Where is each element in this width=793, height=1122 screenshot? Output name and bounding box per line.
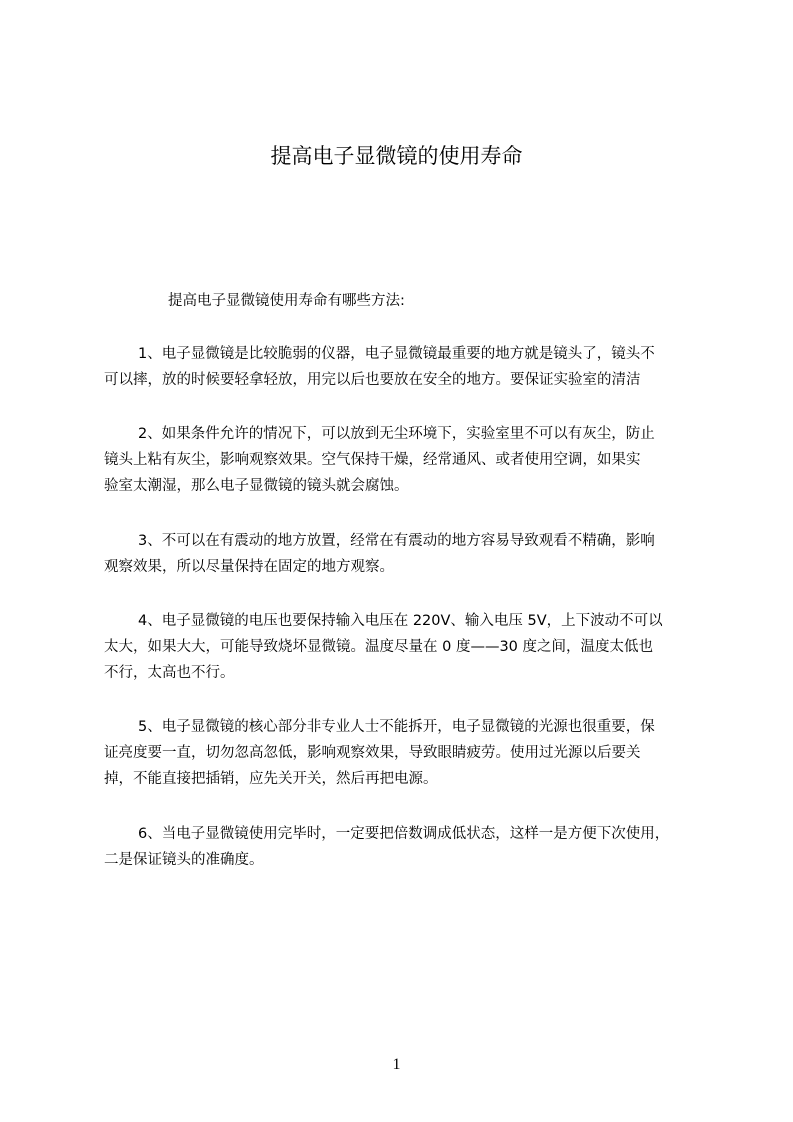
paragraph-line: 不行，太高也不行。 bbox=[104, 665, 235, 681]
paragraph-line: 4、电子显微镜的电压也要保持输入电压在 220V、输入电压 5V，上下波动不可以 bbox=[138, 613, 663, 629]
paragraph-line: 可以摔，放的时候要轻拿轻放，用完以后也要放在安全的地方。要保证实验室的清洁 bbox=[104, 372, 641, 388]
paragraph-line: 2、如果条件允许的情况下，可以放到无尘环境下，实验室里不可以有灰尘，防止 bbox=[138, 426, 655, 442]
document-title: 提高电子显微镜的使用寿命 bbox=[270, 144, 523, 168]
paragraph-line: 证亮度要一直，切勿忽高忽低，影响观察效果，导致眼睛疲劳。使用过光源以后要关 bbox=[104, 745, 641, 761]
paragraph-3 bbox=[104, 528, 713, 580]
paragraph-line: 二是保证镜头的准确度。 bbox=[104, 852, 264, 868]
page-number: 1 bbox=[392, 1056, 401, 1073]
paragraph-1 bbox=[104, 341, 713, 393]
paragraph-line: 观察效果，所以尽量保持在固定的地方观察。 bbox=[104, 559, 394, 575]
paragraph-line: 太大，如果大大，可能导致烧坏显微镜。温度尽量在 0 度——30 度之间，温度太低也 bbox=[104, 639, 654, 655]
paragraph-line: 镜头上粘有灰尘，影响观察效果。空气保持干燥，经常通风、或者使用空调，如果实 bbox=[104, 452, 641, 468]
paragraph-line: 3、不可以在有震动的地方放置，经常在有震动的地方容易导致观看不精确，影响 bbox=[138, 533, 655, 549]
paragraph-line: 掉，不能直接把插销，应先关开关，然后再把电源。 bbox=[104, 771, 438, 787]
paragraph-2 bbox=[104, 421, 713, 499]
paragraph-5 bbox=[104, 714, 713, 792]
paragraph-line: 5、电子显微镜的核心部分非专业人士不能拆开，电子显微镜的光源也很重要，保 bbox=[138, 719, 655, 735]
paragraph-line: 验室太潮湿，那么电子显微镜的镜头就会腐蚀。 bbox=[104, 478, 409, 494]
paragraph-4 bbox=[104, 608, 713, 686]
paragraph-line: 1、电子显微镜是比较脆弱的仪器，电子显微镜最重要的地方就是镜头了，镜头不 bbox=[138, 346, 655, 362]
intro-text: 提高电子显微镜使用寿命有哪些方法: bbox=[168, 293, 405, 309]
paragraph-6 bbox=[104, 821, 713, 873]
paragraph-line: 6、当电子显微镜使用完毕时，一定要把倍数调成低状态，这样一是方便下次使用， bbox=[138, 826, 670, 842]
